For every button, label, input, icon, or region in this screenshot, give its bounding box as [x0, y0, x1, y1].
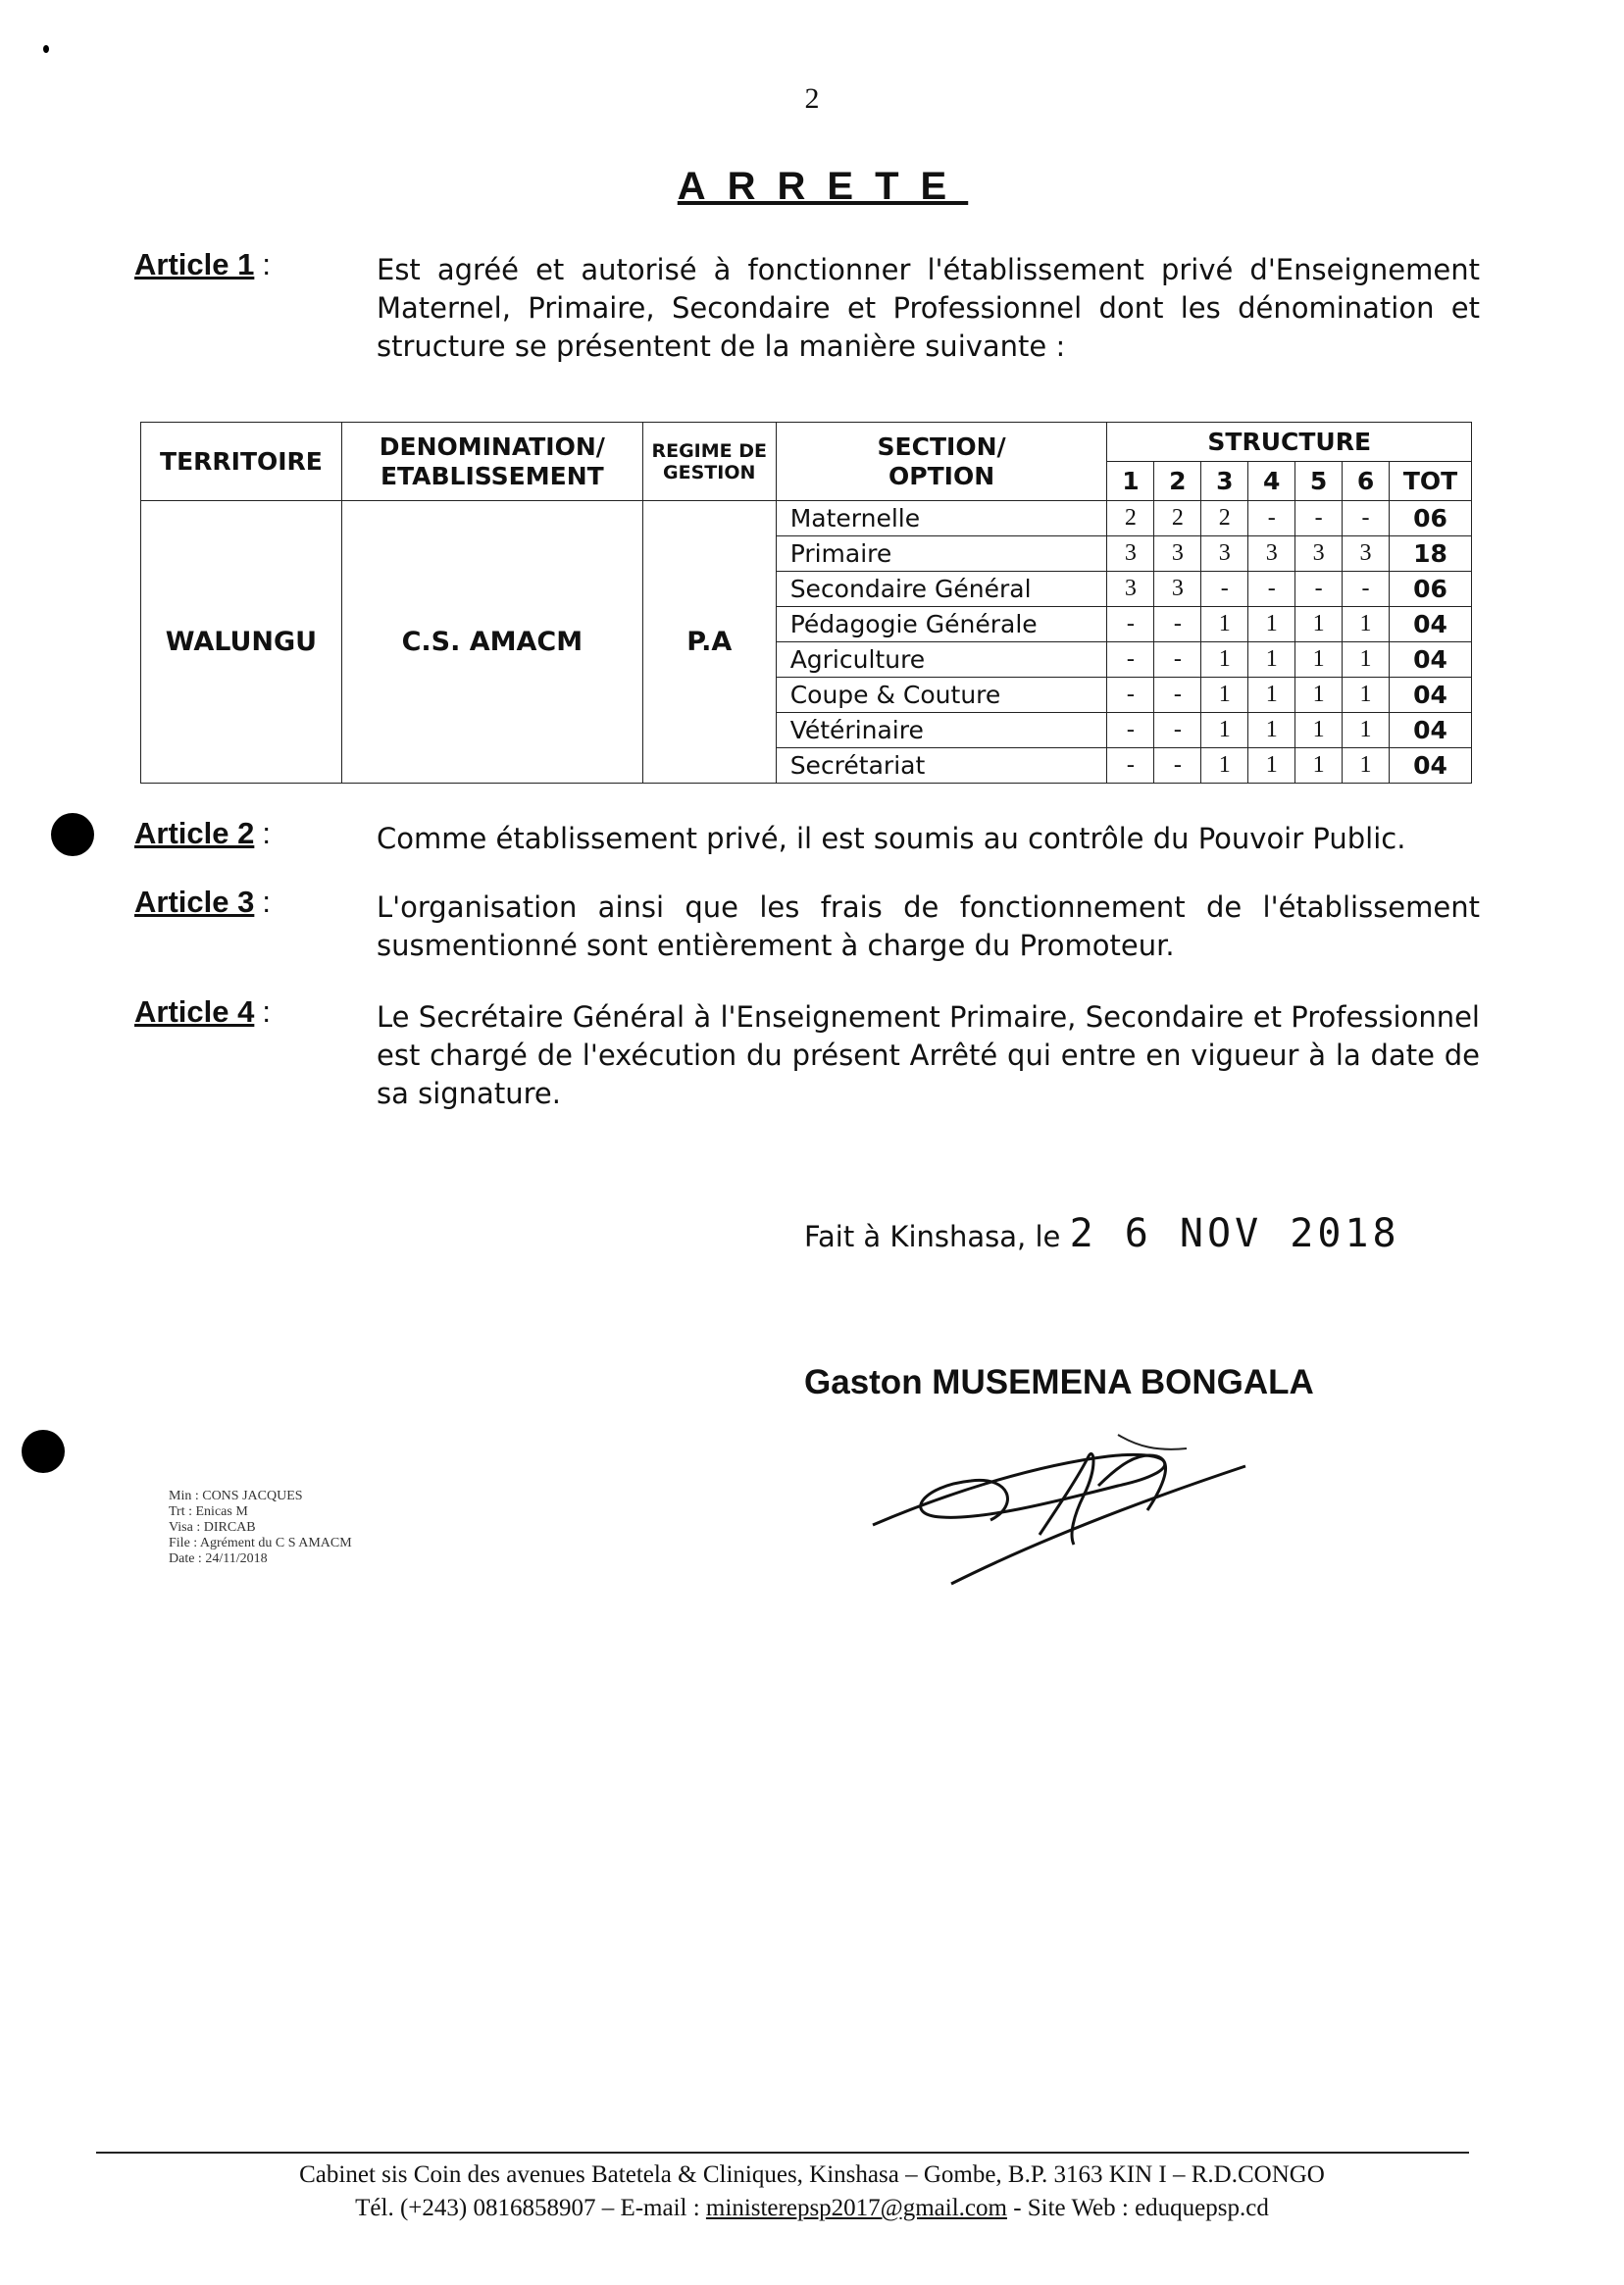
cell-value: 3	[1201, 536, 1248, 572]
header-section: SECTION/ OPTION	[776, 423, 1107, 501]
cell-value: 3	[1154, 572, 1201, 607]
footer-web: - Site Web : eduquepsp.cd	[1013, 2195, 1269, 2221]
cell-value: 3	[1248, 536, 1295, 572]
document-title: ARRETE	[677, 165, 969, 208]
cell-value: 2	[1201, 501, 1248, 536]
article-3-label	[134, 885, 271, 920]
footer-contact	[0, 2195, 1624, 2222]
header-level-1: 1	[1107, 462, 1154, 501]
cell-value: 1	[1248, 713, 1295, 748]
cell-total: 06	[1390, 572, 1472, 607]
cell-total: 06	[1390, 501, 1472, 536]
article-3-name: Article 3	[134, 885, 255, 919]
header-level-6: 6	[1343, 462, 1390, 501]
header-tot: TOT	[1390, 462, 1472, 501]
cell-value: -	[1154, 713, 1201, 748]
footer-tel: Tél. (+243) 0816858907 – E-mail :	[355, 2195, 700, 2221]
table-row	[141, 501, 1472, 536]
cell-total: 18	[1390, 536, 1472, 572]
punch-hole-dot	[51, 813, 94, 856]
handwritten-signature	[863, 1427, 1275, 1603]
article-2-text: Comme établissement privé, il est soumis au contrôle du Pouvoir Public.	[377, 822, 1406, 855]
cell-value: -	[1248, 501, 1295, 536]
cell-total: 04	[1390, 642, 1472, 678]
reference-line: Min : CONS JACQUES	[169, 1489, 303, 1503]
signatory-name: Gaston MUSEMENA BONGALA	[804, 1363, 1314, 1401]
cell-value: 1	[1248, 642, 1295, 678]
cell-total: 04	[1390, 678, 1472, 713]
header-structure: STRUCTURE	[1107, 423, 1472, 462]
page-number: 2	[804, 82, 820, 115]
cell-value: -	[1107, 748, 1154, 784]
article-4-colon: :	[262, 994, 271, 1029]
footer-rule	[96, 2152, 1469, 2154]
cell-etablissement: C.S. AMACM	[341, 501, 642, 784]
cell-value: 3	[1107, 572, 1154, 607]
cell-value: 3	[1343, 536, 1390, 572]
cell-total: 04	[1390, 748, 1472, 784]
reference-line: Date : 24/11/2018	[169, 1551, 268, 1566]
cell-value: 1	[1343, 607, 1390, 642]
cell-section: Vétérinaire	[776, 713, 1107, 748]
cell-value: 2	[1154, 501, 1201, 536]
cell-section: Coupe & Couture	[776, 678, 1107, 713]
cell-value: 3	[1107, 536, 1154, 572]
cell-value: 1	[1343, 713, 1390, 748]
structure-table	[140, 422, 1472, 784]
cell-value: -	[1107, 713, 1154, 748]
cell-value: 1	[1295, 678, 1343, 713]
cell-value: 1	[1343, 642, 1390, 678]
cell-value: -	[1154, 748, 1201, 784]
date-stamp: 2 6 NOV 2018	[1069, 1211, 1400, 1256]
cell-value: 1	[1201, 607, 1248, 642]
article-4-label	[134, 994, 271, 1030]
footer-address: Cabinet sis Coin des avenues Batetela & Cliniques, Kinshasa – Gombe, B.P. 3163 KIN I – R.D.CONGO	[299, 2161, 1325, 2188]
header-level-4: 4	[1248, 462, 1295, 501]
cell-section: Primaire	[776, 536, 1107, 572]
cell-value: 1	[1343, 748, 1390, 784]
cell-total: 04	[1390, 607, 1472, 642]
reference-line: Visa : DIRCAB	[169, 1520, 256, 1535]
header-level-5: 5	[1295, 462, 1343, 501]
cell-value: -	[1295, 572, 1343, 607]
cell-value: -	[1107, 642, 1154, 678]
scan-speck	[43, 45, 49, 53]
cell-value: 1	[1295, 748, 1343, 784]
article-2-name: Article 2	[134, 816, 255, 850]
reference-line: File : Agrément du C S AMACM	[169, 1536, 352, 1550]
reference-block	[169, 1489, 352, 1567]
article-1-name: Article 1	[134, 247, 255, 281]
cell-section: Secrétariat	[776, 748, 1107, 784]
cell-value: -	[1107, 678, 1154, 713]
cell-value: -	[1343, 501, 1390, 536]
cell-value: 1	[1248, 607, 1295, 642]
article-1-colon: :	[262, 247, 271, 281]
cell-value: 1	[1201, 678, 1248, 713]
cell-total: 04	[1390, 713, 1472, 748]
cell-value: 1	[1295, 713, 1343, 748]
cell-value: -	[1343, 572, 1390, 607]
cell-value: -	[1154, 678, 1201, 713]
reference-line: Trt : Enicas M	[169, 1504, 248, 1519]
header-regime: REGIME DE GESTION	[642, 423, 776, 501]
article-1-label	[134, 247, 271, 282]
cell-value: -	[1154, 607, 1201, 642]
header-denomination: DENOMINATION/ ETABLISSEMENT	[341, 423, 642, 501]
punch-hole-dot	[22, 1430, 65, 1473]
cell-value: 1	[1201, 642, 1248, 678]
cell-section: Maternelle	[776, 501, 1107, 536]
footer-email[interactable]: ministerepsp2017@gmail.com	[705, 2195, 1007, 2221]
article-2-label	[134, 816, 271, 851]
header-territoire: TERRITOIRE	[141, 423, 342, 501]
cell-territoire: WALUNGU	[141, 501, 342, 784]
header-level-3: 3	[1201, 462, 1248, 501]
cell-value: 1	[1248, 678, 1295, 713]
cell-value: -	[1201, 572, 1248, 607]
cell-value: 1	[1248, 748, 1295, 784]
cell-value: 3	[1154, 536, 1201, 572]
cell-section: Pédagogie Générale	[776, 607, 1107, 642]
cell-value: 2	[1107, 501, 1154, 536]
article-3-text: L'organisation ainsi que les frais de fonctionnement de l'établissement susmentionné sont entièrement à charge du Promoteur.	[377, 890, 1480, 962]
cell-section: Agriculture	[776, 642, 1107, 678]
cell-regime: P.A	[642, 501, 776, 784]
cell-value: -	[1248, 572, 1295, 607]
cell-value: -	[1295, 501, 1343, 536]
cell-value: 1	[1295, 607, 1343, 642]
header-level-2: 2	[1154, 462, 1201, 501]
article-4-text: Le Secrétaire Général à l'Enseignement Primaire, Secondaire et Professionnel est chargé de l'exécution du présent Arrêté qui entre en vigueur à la date de sa signature.	[377, 1000, 1480, 1110]
cell-value: 1	[1343, 678, 1390, 713]
date-prefix: Fait à Kinshasa, le	[804, 1220, 1061, 1253]
cell-value: -	[1107, 607, 1154, 642]
cell-section: Secondaire Général	[776, 572, 1107, 607]
cell-value: -	[1154, 642, 1201, 678]
article-1-text: Est agréé et autorisé à fonctionner l'établissement privé d'Enseignement Maternel, Primaire, Secondaire et Professionnel dont les dénomination et structure se présentent de la manière suivante :	[377, 253, 1480, 363]
article-4-name: Article 4	[134, 994, 255, 1029]
cell-value: 1	[1295, 642, 1343, 678]
article-2-colon: :	[262, 816, 271, 850]
cell-value: 3	[1295, 536, 1343, 572]
cell-value: 1	[1201, 713, 1248, 748]
cell-value: 1	[1201, 748, 1248, 784]
article-3-colon: :	[262, 885, 271, 919]
date-line	[804, 1211, 1400, 1256]
